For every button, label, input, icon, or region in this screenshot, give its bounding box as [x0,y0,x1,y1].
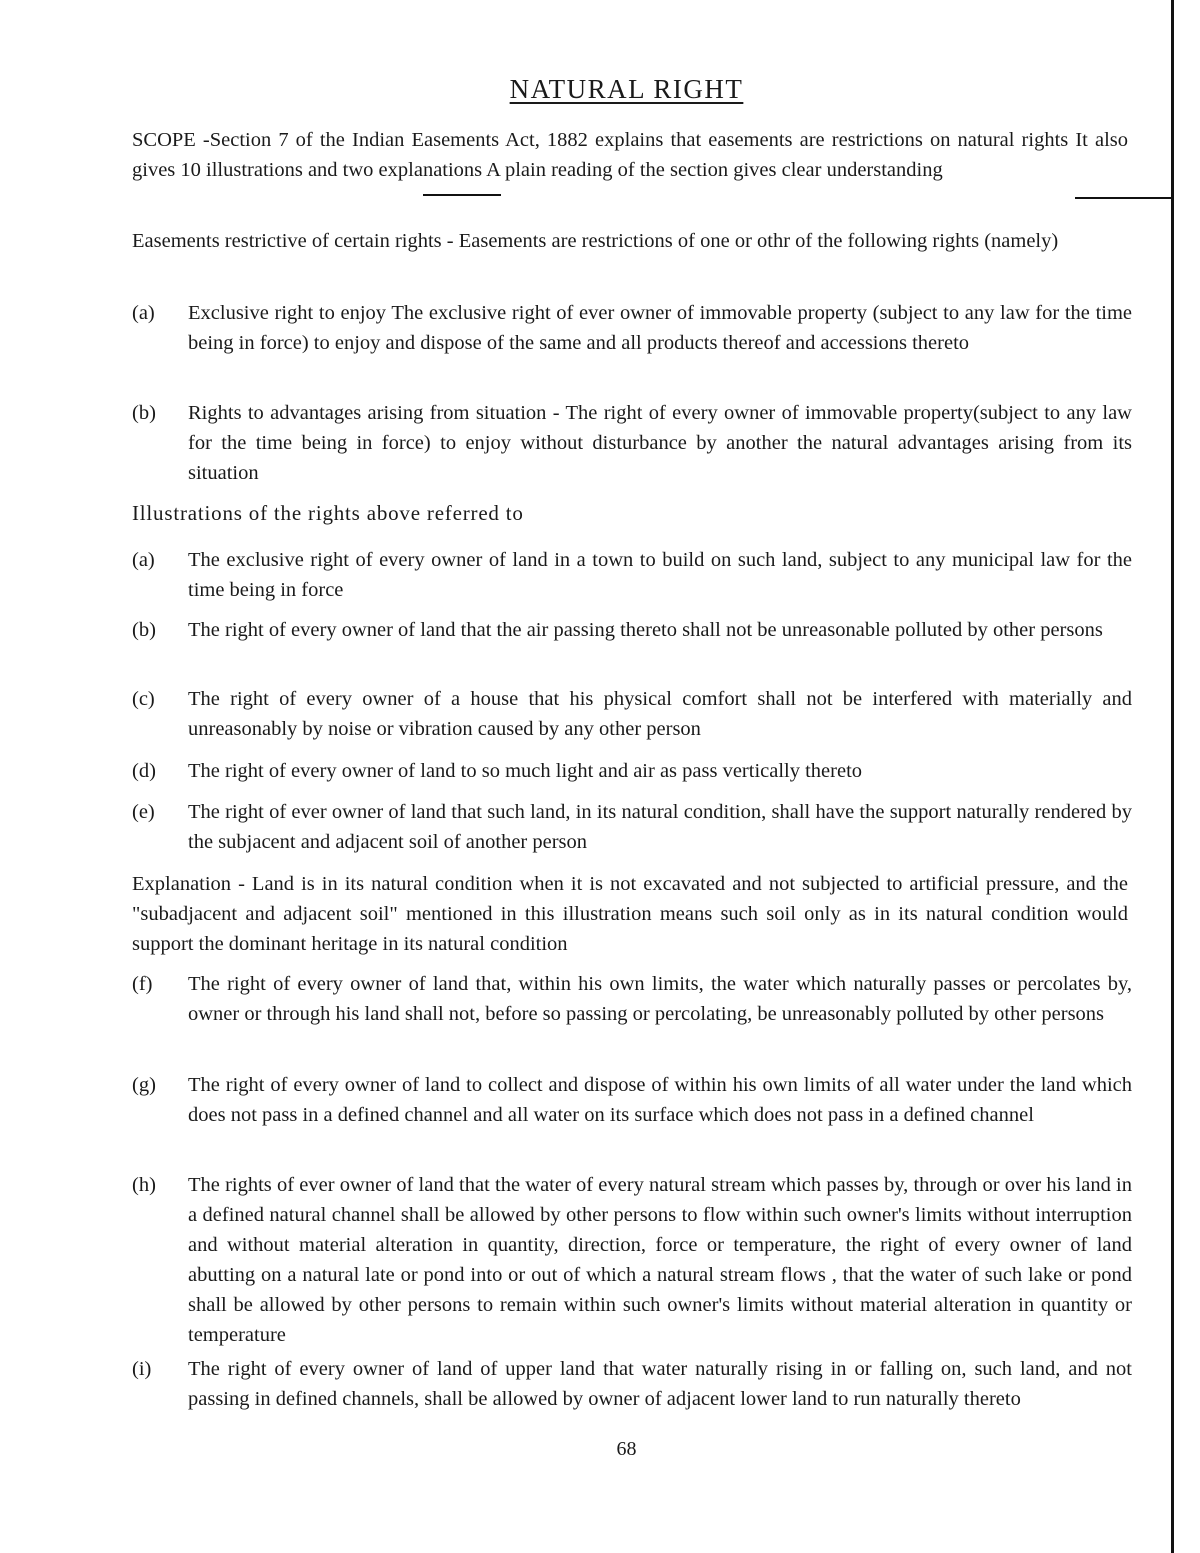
illustration-item-a [132,545,1132,605]
inline-dash-mark [423,194,501,196]
margin-tick-mark [1075,197,1172,199]
list-item-text: The right of every owner of land to collect and dispose of within his own limits of all water under the land which does not pass in a defined channel and all water on its surface which does not pass in a defined channel [188,1074,1132,1126]
list-item-text: Rights to advantages arising from situation - The right of every owner of immovable property(subject to any law for the time being in force) to enjoy without disturbance by another the natural advantages arising from its situation [188,402,1132,484]
list-item-text: The rights of ever owner of land that the water of every natural stream which passes by, through or over his land in a defined natural channel shall be allowed by other persons to flow within such owner's limits without interruption and without material alteration in quantity, direction, force or temperature, the right of every owner of land abutting on a natural late or pond into or out of which a natural stream flows , that the water of such lake or pond shall be allowed by other persons to remain within such owner's limits without material alteration in quantity or temperature [188,1174,1132,1346]
list-marker: (a) [132,549,155,571]
intro-paragraph: Easements restrictive of certain rights - Easements are restrictions of one or othr of the following rights (namely) [132,230,1059,252]
list-item-text: The exclusive right of every owner of land in a town to build on such land, subject to any municipal law for the time being in force [188,549,1132,601]
list-marker: (e) [132,801,155,823]
list-item-text: The right of ever owner of land that such land, in its natural condition, shall have the support naturally rendered by the subjacent and adjacent soil of another person [188,801,1132,853]
list-item-text: The right of every owner of a house that his physical comfort shall not be interfered with materially and unreasonably by noise or vibration caused by any other person [188,688,1132,740]
right-item-b [132,398,1132,488]
illustration-item-b [132,615,1132,645]
explanation-paragraph: Explanation - Land is in its natural condition when it is not excavated and not subjected to artificial pressure, and the "subadjacent and adjacent soil" mentioned in this illustration means such soil only as in its natural condition would support the dominant heritage in its natural condition [132,873,1128,955]
right-item-a [132,298,1132,358]
illustration-item-i [132,1354,1132,1414]
page-title: NATURAL RIGHT [509,74,744,104]
list-marker: (h) [132,1174,156,1196]
illustration-item-h [132,1170,1132,1350]
illustrations-heading: Illustrations of the rights above referred to [132,501,524,525]
list-item-text: Exclusive right to enjoy The exclusive right of ever owner of immovable property (subject to any law for the time being in force) to enjoy and dispose of the same and all products thereof and accessions thereto [188,302,1132,354]
illustration-item-g [132,1070,1132,1130]
list-marker: (f) [132,973,153,995]
illustration-item-f [132,969,1132,1029]
list-marker: (a) [132,302,155,324]
list-item-text: The right of every owner of land that the air passing thereto shall not be unreasonable polluted by other persons [188,619,1103,641]
list-item-text: The right of every owner of land of upper land that water naturally rising in or falling on, such land, and not passing in defined channels, shall be allowed by owner of adjacent lower land to run naturally thereto [188,1358,1132,1410]
illustration-item-e [132,797,1132,857]
list-marker: (d) [132,760,156,782]
list-marker: (g) [132,1074,156,1096]
scope-paragraph: SCOPE -Section 7 of the Indian Easements Act, 1882 explains that easements are restrictions on natural rights It also gives 10 illustrations and two explanations A plain reading of the section gives clear understanding [132,129,1128,181]
illustration-item-d [132,756,1132,786]
right-margin-rule [1171,0,1174,1553]
page-number: 68 [616,1438,637,1460]
list-marker: (b) [132,402,156,424]
illustration-item-c [132,684,1132,744]
list-marker: (c) [132,688,155,710]
list-item-text: The right of every owner of land to so much light and air as pass vertically thereto [188,760,863,782]
list-item-text: The right of every owner of land that, within his own limits, the water which naturally passes or percolates by, owner or through his land shall not, before so passing or percolating, be unreasonably polluted by other persons [188,973,1132,1025]
list-marker: (i) [132,1358,152,1380]
list-marker: (b) [132,619,156,641]
